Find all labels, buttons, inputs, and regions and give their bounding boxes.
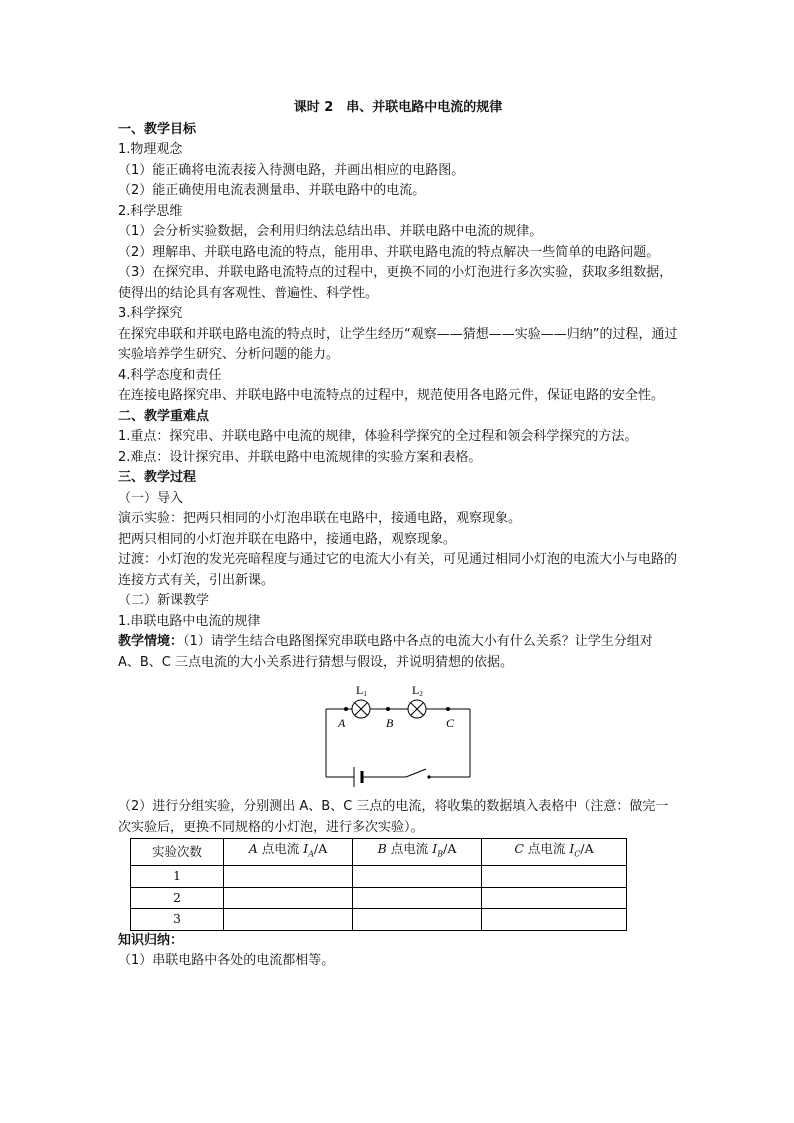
table-cell [224,909,353,931]
section-heading: 一、教学目标 [118,121,197,137]
subsection-heading: （一）导入 [118,490,184,506]
paragraph: 2.难点：设计探究串、并联电路中电流规律的实验方案和表格。 [118,449,482,465]
paragraph: （1）串联电路中各处的电流都相等。 [118,953,335,968]
paragraph: 在连接电路探究串、并联电路中电流特点的过程中，规范使用各电路元件，保证电路的安全性。 [118,388,665,403]
summary-label: 知识归纳： [118,932,184,948]
table-cell [482,887,627,909]
situation-label: 教学情境： [118,634,184,649]
section-heading: 二、教学重难点 [118,408,210,424]
subsection-heading: 2.科学思维 [118,203,183,219]
paragraph: （1）会分析实验数据，会利用归纳法总结出串、并联电路中电流的规律。 [118,224,543,239]
subsection-heading: 3.科学探究 [118,306,183,321]
table-header-cell: A 点电流 $I_A/A$ [224,839,353,866]
paragraph: （2）进行分组实验，分别测出 A、B、C 三点的电流，将收集的数据填入表格中（注意：做完一次实验后，更换不同规格的小灯泡，进行多次实验）。 [118,799,669,835]
page-title: 课时 2 串、并联电路中电流的规律 [293,100,503,115]
subsection-heading: 4.科学态度和责任 [118,367,222,383]
point-label-b: B [386,716,394,730]
subsection-heading: 1.串联电路中电流的规律 [118,613,261,629]
situation-text: （1）请学生结合电路图探究串联电路中各点的电流大小有什么关系？让学生分组对 A、B、C 三点电流的大小关系进行猜想与假设，并说明猜想的依据。 [118,634,653,670]
document-page [118,98,678,972]
point-label-a: A [338,716,346,730]
paragraph: （3）在探究串、并联电路电流特点的过程中，更换不同的小灯泡进行多次实验，获取多组数据，使得出的结论具有客观性、普遍性、科学性。 [118,265,673,301]
lamp-label-l2: L2 [412,683,423,698]
section-heading: 三、教学过程 [118,470,197,485]
subsection-heading: 1.物理观念 [118,142,183,157]
paragraph: 把两只相同的小灯泡并联在电路中，接通电路，观察现象。 [118,531,457,547]
table-header-cell: C 点电流 $I_C/A$ [482,839,627,866]
lamp-label-l1: L1 [356,683,367,698]
point-label-c: C [446,716,455,730]
paragraph: 演示实验：把两只相同的小灯泡串联在电路中，接通电路，观察现象。 [118,511,522,526]
paragraph: （2）理解串、并联电路电流的特点，能用串、并联电路电流的特点解决一些简单的电路问题。 [118,244,660,260]
table-cell [482,866,627,888]
table-cell [224,887,353,909]
table-cell [353,909,482,931]
table-row [131,887,627,909]
paragraph: （2）能正确使用电流表测量串、并联电路中的电流。 [118,183,426,198]
table-header-cell: B 点电流 $I_B/A$ [353,839,482,866]
table-row [131,866,627,888]
paragraph [118,632,678,673]
table-cell [353,887,482,909]
table-cell: 2 [131,887,224,909]
table-cell: 3 [131,909,224,931]
table-cell [482,909,627,931]
series-circuit-diagram [318,679,478,789]
table-row [131,909,627,931]
paragraph: （1）能正确将电流表接入待测电路，并画出相应的电路图。 [118,162,465,178]
subsection-heading: （二）新课教学 [118,593,210,608]
table-header-cell: 实验次数 [131,839,224,866]
paragraph: 1.重点：探究串、并联电路中电流的规律，体验科学探究的全过程和领会科学探究的方法。 [118,429,638,444]
table-cell [224,866,353,888]
table-cell: 1 [131,866,224,888]
paragraph: 在探究串联和并联电路电流的特点时，让学生经历“观察——猜想——实验——归纳”的过程，通过实验培养学生研究、分析问题的能力。 [118,326,678,362]
table-cell [353,866,482,888]
data-table [130,838,627,931]
paragraph: 过渡：小灯泡的发光亮暗程度与通过它的电流大小有关，可见通过相同小灯泡的电流大小与电路的连接方式有关，引出新课。 [118,552,678,588]
table-header-row [131,839,627,866]
